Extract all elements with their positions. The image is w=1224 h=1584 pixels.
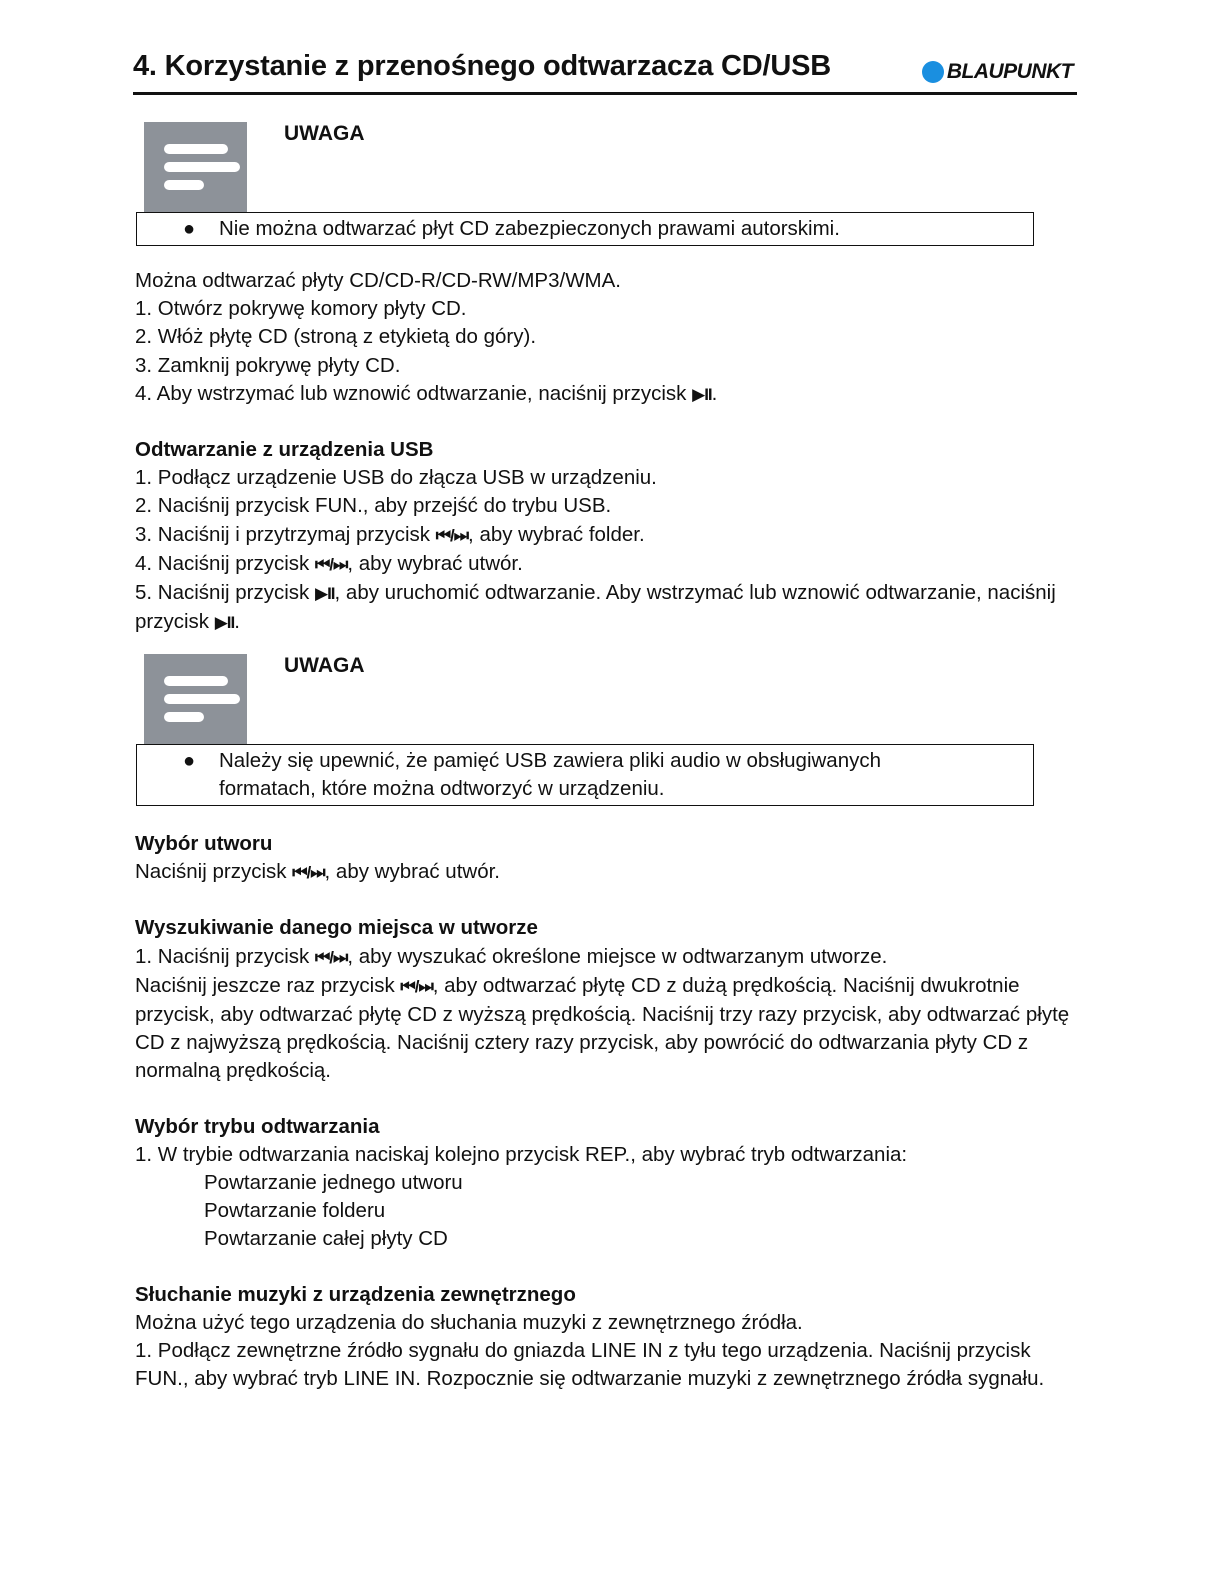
usb-step-5: 5. Naciśnij przycisk ▶II, aby uruchomić odtwarzanie. Aby wstrzymać lub wznowić odtwarzanie, naciśnij przycisk ▶II. — [135, 581, 1056, 634]
note-lines-icon — [144, 122, 247, 213]
cd-intro: Można odtwarzać płyty CD/CD-R/CD-RW/MP3/WMA. — [135, 269, 621, 292]
cd-step-2: 2. Włóż płytę CD (stroną z etykietą do góry). — [135, 325, 537, 349]
prev-next-icon: ⏮/⏭ — [315, 947, 348, 967]
prev-next-icon: ⏮/⏭ — [292, 863, 325, 883]
external-intro: Można użyć tego urządzenia do słuchania muzyki z zewnętrznego źródła. — [135, 1310, 803, 1334]
page-header — [133, 50, 1077, 95]
cd-step-1: 1. Otwórz pokrywę komory płyty CD. — [135, 297, 467, 321]
external-heading: Słuchanie muzyki z urządzenia zewnętrznego — [135, 1282, 576, 1306]
brand-name: BLAUPUNKT — [946, 60, 1073, 83]
prev-next-icon: ⏮/⏭ — [315, 554, 348, 574]
track-text: Naciśnij przycisk ⏮/⏭, aby wybrać utwór. — [135, 860, 500, 884]
note-title: UWAGA — [284, 654, 365, 677]
cd-section — [135, 267, 1080, 637]
note-item: ● Nie można odtwarzać płyt CD zabezpieczonych prawami autorskimi. — [137, 215, 1033, 243]
external-step-1: 1. Podłącz zewnętrzne źródło sygnału do gniazda LINE IN z tyłu tego urządzenia. Naciśnij przycisk FUN., aby wybrać tryb LINE IN. Rozpocznie się odtwarzanie muzyki z zewnętrznego źródła sygnału. — [135, 1339, 1045, 1391]
bullet-icon: ● — [183, 750, 196, 772]
prev-next-icon: ⏮/⏭ — [400, 976, 433, 996]
track-heading: Wybór utworu — [135, 832, 273, 855]
search-paragraph: Naciśnij jeszcze raz przycisk ⏮/⏭, aby odtwarzać płytę CD z dużą prędkością. Naciśnij dwukrotnie przycisk, aby odtwarzać płytę CD z wyższą prędkością. Naciśnij trzy razy przycisk, aby odtwarzać płytę CD z najwyższą prędkością. Naciśnij cztery razy przycisk, aby powrócić do odtwarzania płyty CD z normalną prędkością. — [135, 973, 1070, 1083]
play-pause-icon: ▶II — [315, 584, 335, 604]
brand-dot-icon — [922, 61, 944, 83]
note-content — [136, 744, 1034, 806]
mode-heading: Wybór trybu odtwarzania — [135, 1114, 380, 1138]
note-title: UWAGA — [284, 122, 365, 145]
lower-sections — [135, 830, 1080, 1393]
play-pause-icon: ▶II — [214, 613, 235, 633]
note-item: ● Należy się upewnić, że pamięć USB zawiera pliki audio w obsługiwanych formatach, które można odtworzyć w urządzeniu. — [183, 749, 882, 800]
play-pause-icon: ▶II — [692, 384, 712, 404]
usb-step-4: 4. Naciśnij przycisk ⏮/⏭, aby wybrać utwór. — [135, 551, 523, 575]
mode-option: Powtarzanie jednego utworu — [204, 1171, 463, 1195]
search-step-1: 1. Naciśnij przycisk ⏮/⏭, aby wyszukać określone miejsce w odtwarzanym utworze. — [135, 944, 888, 968]
bullet-icon: ● — [183, 218, 196, 240]
mode-option: Powtarzanie całej płyty CD — [204, 1227, 448, 1251]
usb-step-2: 2. Naciśnij przycisk FUN., aby przejść do trybu USB. — [135, 494, 612, 518]
usb-step-1: 1. Podłącz urządzenie USB do złącza USB w urządzeniu. — [135, 466, 657, 490]
note-lines-icon — [144, 654, 247, 745]
search-heading: Wyszukiwanie danego miejsca w utworze — [135, 916, 538, 940]
note-content — [136, 212, 1034, 246]
mode-step-1: 1. W trybie odtwarzania naciskaj kolejno przycisk REP., aby wybrać tryb odtwarzania: — [135, 1142, 908, 1166]
page-title: 4. Korzystanie z przenośnego odtwarzacza CD/USB — [133, 50, 832, 82]
brand-logo — [922, 60, 1073, 84]
cd-step-3: 3. Zamknij pokrywę płyty CD. — [135, 353, 401, 377]
usb-heading: Odtwarzanie z urządzenia USB — [135, 438, 434, 462]
usb-step-3: 3. Naciśnij i przytrzymaj przycisk ⏮/⏭, aby wybrać folder. — [135, 522, 645, 546]
prev-next-icon: ⏮/⏭ — [435, 525, 469, 545]
mode-option: Powtarzanie folderu — [204, 1199, 386, 1223]
cd-step-4: 4. Aby wstrzymać lub wznowić odtwarzanie, naciśnij przycisk ▶II. — [135, 381, 718, 405]
